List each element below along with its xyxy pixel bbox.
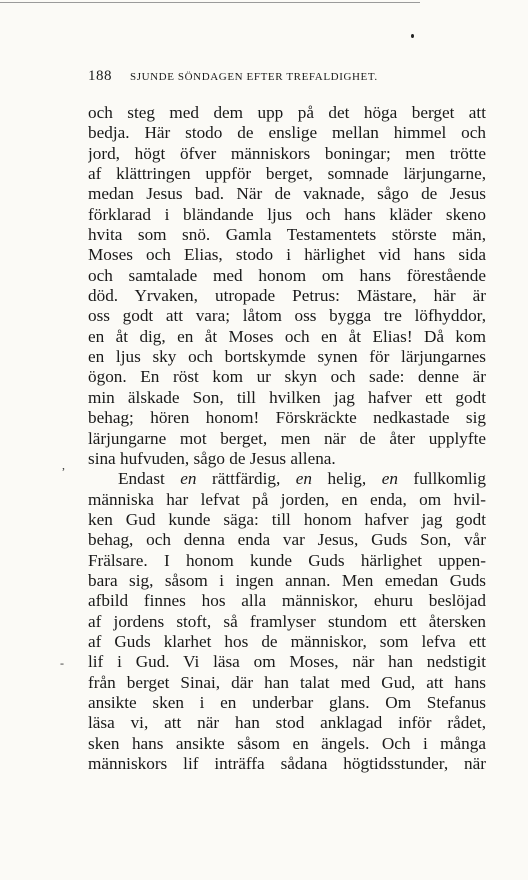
- page-number: 188: [88, 68, 112, 84]
- body-text: [88, 103, 486, 774]
- text-line: sken hans ansikte såsom en ängels. Och i många: [88, 733, 486, 753]
- text-line: af Guds klarhet hos de människor, som lefva ett: [88, 631, 486, 651]
- text-line: ansikte sken i en underbar glans. Om Stefanus: [88, 692, 486, 712]
- text-line: ögon. En röst kom ur skyn och sade: denne är: [88, 367, 486, 387]
- running-head: SJUNDE SÖNDAGEN EFTER TREFALDIGHET.: [130, 71, 378, 83]
- text-line: jord, högt öfver människors boningar; men trötte: [88, 143, 486, 163]
- text-line: förklarad i bländande ljus och hans kläder skeno: [88, 204, 486, 224]
- text-line: lif i Gud. Vi läsa om Moses, när han nedstigit: [88, 652, 486, 672]
- top-rule: [0, 2, 420, 3]
- text-line: en ljus sky och bortskymde synen för lärjungarnes: [88, 347, 486, 367]
- text-line: oss godt att vara; låtom oss bygga tre löfhyddor,: [88, 306, 486, 326]
- text-line: läsa vi, att när han stod anklagad inför rådet,: [88, 713, 486, 733]
- text-line: Endast en rättfärdig, en helig, en fullkomlig: [118, 469, 486, 489]
- text-line: afbild finnes hos alla människor, ehuru beslöjad: [88, 591, 486, 611]
- text-line: hvita som snö. Gamla Testamentets störste män,: [88, 225, 486, 245]
- text-line: af jordens stoft, så framlyser stundom ett återsken: [88, 611, 486, 631]
- ink-speck: [411, 34, 414, 38]
- text-line: af klättringen uppför berget, somnade lärjungarne,: [88, 164, 486, 184]
- paragraph-1: [88, 103, 486, 469]
- text-line: Moses och Elias, stodo i härlighet vid hans sida: [88, 245, 486, 265]
- text-line: människa har lefvat på jorden, en enda, om hvil-: [88, 489, 486, 509]
- text-line: död. Yrvaken, utropade Petrus: Mästare, här är: [88, 286, 486, 306]
- text-line: Frälsare. I honom kunde Guds härlighet uppen-: [88, 550, 486, 570]
- text-line: behag; hören honom! Förskräckte nedkastade sig: [88, 408, 486, 428]
- text-line: människors lif inträffa sådana högtidsstunder, när: [88, 754, 486, 773]
- margin-mark: -: [60, 656, 64, 670]
- text-line: medan Jesus bad. När de vaknade, sågo de Jesus: [88, 184, 486, 204]
- text-line: bedja. Här stodo de enslige mellan himmel och: [88, 123, 486, 143]
- margin-mark: ,: [62, 458, 65, 472]
- text-line: och steg med dem upp på det höga berget att: [88, 103, 486, 122]
- text-line: sina hufvuden, sågo de Jesus allena.: [88, 448, 336, 468]
- text-line: min älskade Son, till hvilken jag hafver ett godt: [88, 387, 486, 407]
- text-line: lärjungarne mot berget, men när de åter upplyfte: [88, 428, 486, 448]
- text-line: behag, och denna enda var Jesus, Guds Son, vår: [88, 530, 486, 550]
- text-line: ken Gud kunde säga: till honom hafver jag godt: [88, 509, 486, 529]
- paragraph-2: [88, 469, 486, 774]
- text-line: en åt dig, en åt Moses och en åt Elias! Då kom: [88, 326, 486, 346]
- page-header: [88, 68, 488, 88]
- text-line: bara sig, såsom i ingen annan. Men emedan Guds: [88, 570, 486, 590]
- text-line: från berget Sinai, där han talat med Gud, att hans: [88, 672, 486, 692]
- text-line: och samtalade med honom om hans förestående: [88, 265, 486, 285]
